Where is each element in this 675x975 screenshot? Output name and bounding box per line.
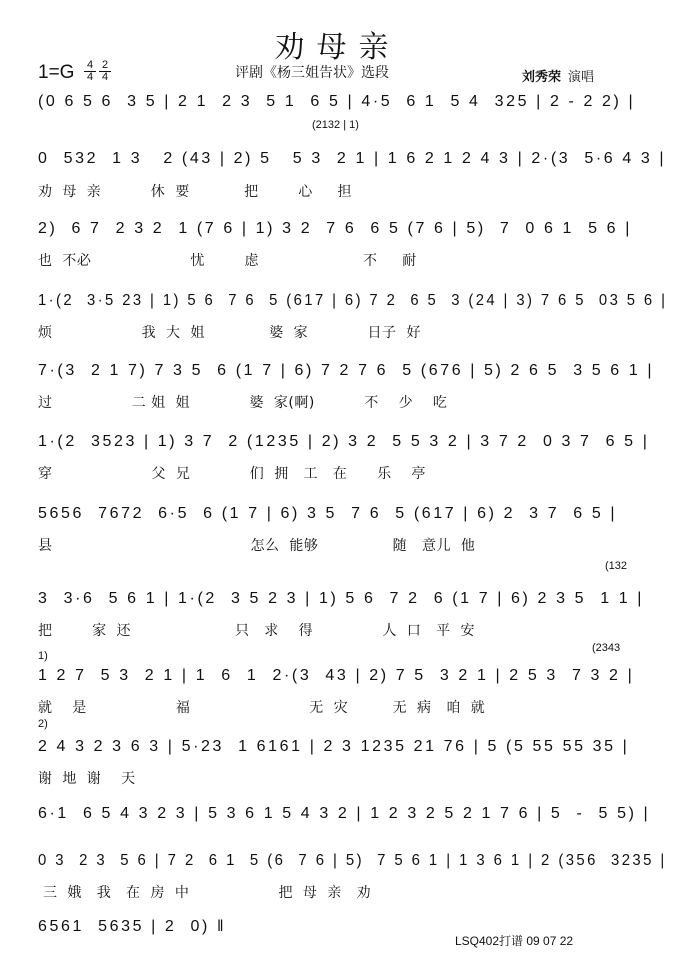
- score-row-13: 6561 5635 | 2 0) ‖: [38, 918, 227, 935]
- footer-credit: LSQ402打谱 09 07 22: [455, 934, 574, 948]
- score-row-7: 5656 7672 6·5 6 (1 7 | 6) 3 5 7 6 5 (617 | 6) 2 3 7 6 5 |: [38, 505, 618, 522]
- lyric-row-10: 谢 地 谢 天: [38, 771, 136, 787]
- time-signature-a: 4 4: [84, 60, 96, 83]
- lyric-row-12: 三 娥 我 在 房 中 把 母 亲 劝: [38, 885, 372, 901]
- lyric-row-9: 就 是 福 无 灾 无 病 咱 就: [38, 700, 486, 716]
- score-row-2: 0 532 1 3 2 (43 | 2) 5 5 3 2 1 | 1 6 2 1 2 4 3 | 2·(3 5·6 4 3 |: [38, 150, 667, 167]
- score-row-6: 1·(2 3523 | 1) 3 7 2 (1235 | 2) 3 2 5 5 3 2 | 3 7 2 0 3 7 6 5 |: [38, 433, 650, 450]
- lyric-row-6: 穿 父 兄 们 拥 工 在 乐 亭: [38, 466, 426, 482]
- key-signature: 1=G: [38, 62, 75, 83]
- score-row-5: 7·(3 2 1 7) 7 3 5 6 (1 7 | 6) 7 2 7 6 5 (676 | 5) 2 6 5 3 5 6 1 |: [38, 362, 655, 379]
- score-row-12: 0 3 2 3 5 6 | 7 2 6 1 5 (6 7 6 | 5) 7 5 6 1 | 1 3 6 1 | 2 (356 3235 |: [38, 852, 667, 869]
- score-row-3: 2) 6 7 2 3 2 1 (7 6 | 1) 3 2 7 6 6 5 (7 6 | 5) 7 0 6 1 5 6 |: [38, 220, 632, 237]
- grace-note-3: 1): [38, 650, 48, 662]
- lyric-row-7: 县 怎么 能够 随 意儿 他: [38, 538, 476, 554]
- lyric-row-5: 过 二 姐 姐 婆 家(啊) 不 少 吃: [38, 395, 448, 411]
- score-row-9: 1 2 7 5 3 2 1 | 1 6 1 2·(3 43 | 2) 7 5 3 2 1 | 2 5 3 7 3 2 |: [38, 667, 635, 684]
- lyric-row-2: 劝 母 亲 休 要 把 心 担: [38, 184, 353, 200]
- singer-name: 刘秀荣: [522, 70, 562, 85]
- lyric-row-3: 也 不必 忧 虑 不 耐: [38, 253, 417, 269]
- score-row-4: 1·(2 3·5 23 | 1) 5 6 7 6 5 (617 | 6) 7 2 6 5 3 (24 | 3) 7 6 5 03 5 6 |: [38, 292, 668, 309]
- score-row-10: 2 4 3 2 3 6 3 | 5·23 1 6161 | 2 3 1235 21 76 | 5 (5 55 55 35 |: [38, 738, 630, 755]
- grace-note-5: 2): [38, 718, 48, 730]
- score-row-8: 3 3·6 5 6 1 | 1·(2 3 5 2 3 | 1) 5 6 7 2 6 (1 7 | 6) 2 3 5 1 1 |: [38, 590, 645, 607]
- lyric-row-4: 烦 我 大 姐 婆 家 日子 好: [38, 325, 421, 341]
- grace-note-2: (132: [605, 560, 628, 572]
- time-signature-b: 2 4: [99, 60, 111, 83]
- score-row-1: (0 6 5 6 3 5 | 2 1 2 3 5 1 6 5 | 4·5 6 1 5 4 325 | 2 - 2 2) |: [38, 93, 636, 110]
- grace-note-1: (2132 | 1): [312, 119, 359, 131]
- song-title: 劝母亲: [274, 30, 401, 65]
- singer-role: 演唱: [568, 70, 595, 85]
- lyric-row-8: 把 家 还 只 求 得 人 口 平 安: [38, 623, 476, 639]
- subtitle: 评剧《杨三姐告状》选段: [235, 65, 389, 81]
- score-row-11: 6·1 6 5 4 3 2 3 | 5 3 6 1 5 4 3 2 | 1 2 3 2 5 2 1 7 6 | 5 - 5 5) |: [38, 805, 651, 822]
- grace-note-4: (2343: [592, 642, 621, 654]
